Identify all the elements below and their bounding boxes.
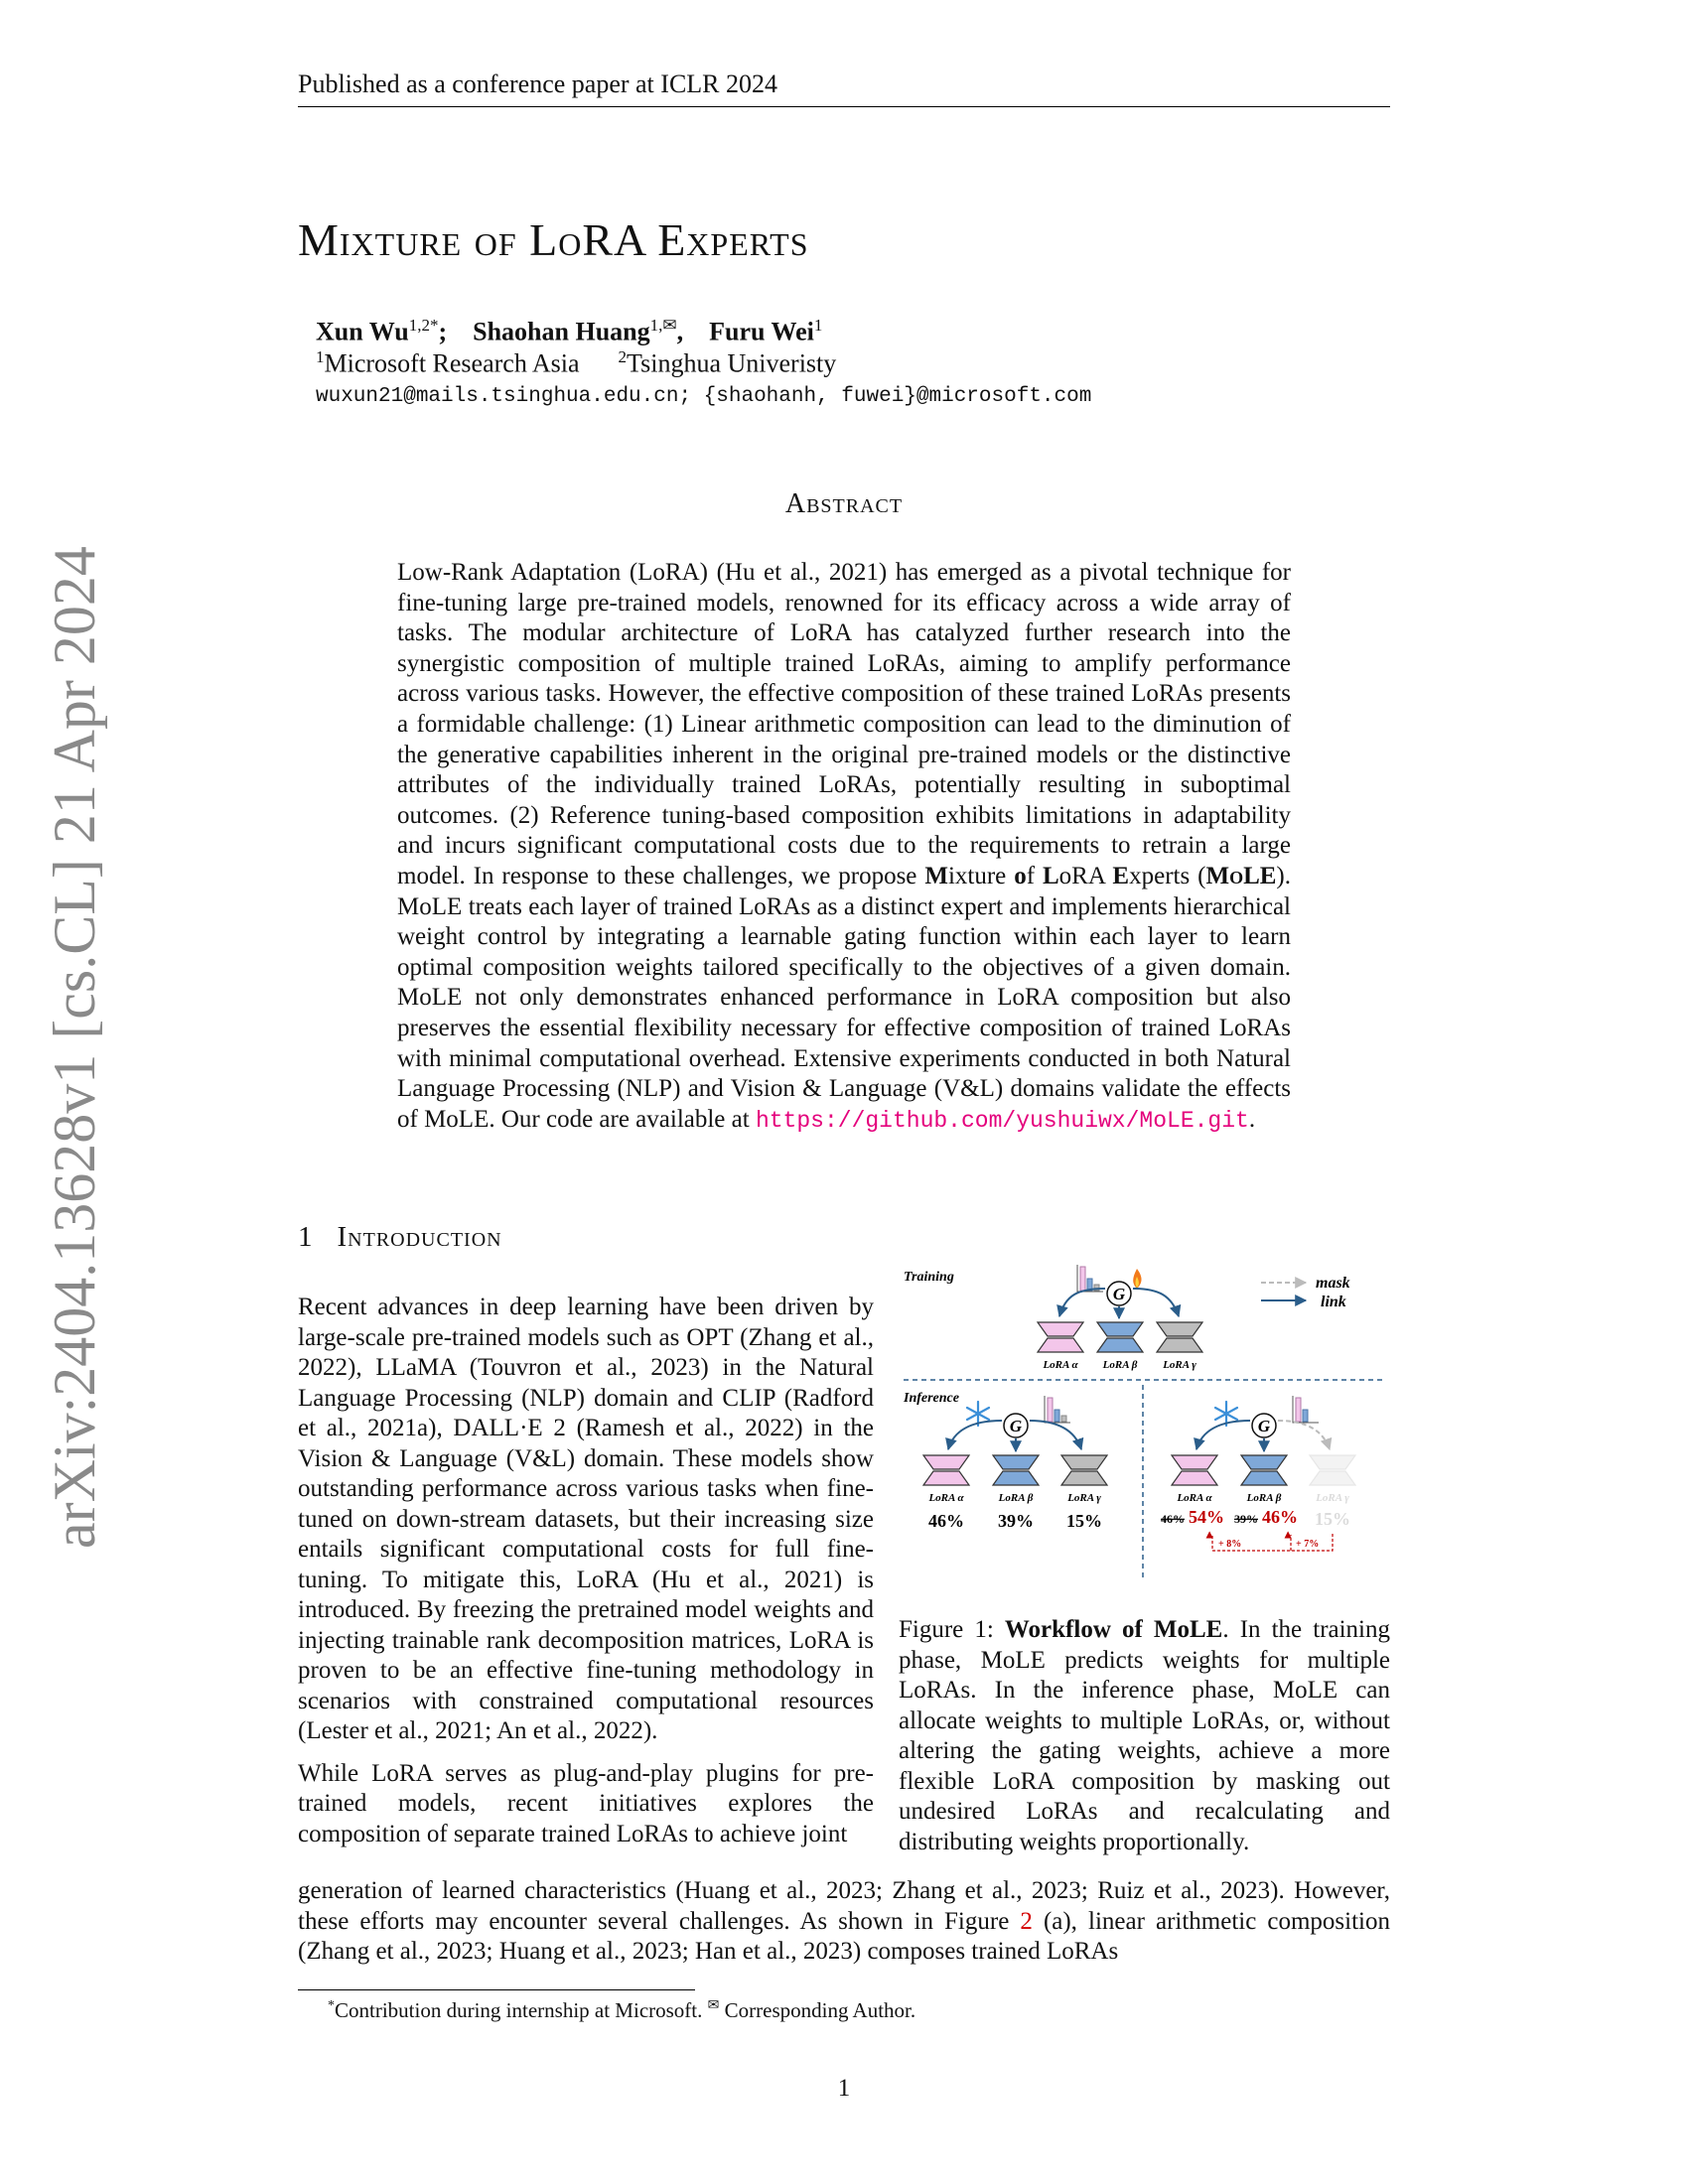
link-arrow (948, 1421, 1002, 1449)
header-rule (298, 106, 1390, 107)
lora-alpha-label: LoRA α (928, 1492, 964, 1504)
figure-caption (899, 1615, 1390, 1857)
training-label: Training (904, 1270, 954, 1285)
new-weight-beta: 46% (1262, 1507, 1298, 1527)
section-title: Introduction (337, 1221, 502, 1253)
masked-weight-gamma: 15% (1315, 1509, 1350, 1529)
abstract-text: ). MoLE treats each layer of trained LoRAs as a distinct expert and implements hierarchical weight control by integrating a learnable gating function within each layer to learn optimal composition weights tailored specifically to the objectives of a given domain. MoLE not only demonstrates enhanced performance in LoRA composition but also preserves the essential flexibility necessary for effective composition of trained LoRAs with minimal computational overhead. Extensive experiments conducted in both Natural Language Processing (NLP) and Vision & Language (V&L) domains validate the effects of MoLE. Our code are available at (397, 862, 1291, 1133)
link-arrow (1059, 1289, 1105, 1316)
gate-circle-infer-left (1004, 1414, 1028, 1437)
link-arrow (1030, 1421, 1081, 1449)
author-name: Shaohan Huang (473, 317, 650, 346)
gate-circle-train (1107, 1282, 1131, 1305)
author-sup: 1,2 (408, 316, 430, 335)
paper-title: Mixture of LoRA Experts (298, 214, 809, 265)
delta-alpha: + 8% (1218, 1539, 1242, 1550)
section-number: 1 (298, 1221, 314, 1253)
flame-icon (1133, 1269, 1141, 1289)
weight-beta: 39% (998, 1511, 1034, 1531)
author-name: Furu Wei (709, 317, 814, 346)
footnote-rule (298, 1989, 695, 1990)
abstract-bold-e: E (1112, 862, 1130, 889)
lora-alpha-label: LoRA α (1177, 1492, 1212, 1504)
intro-full-width (298, 1876, 1390, 1968)
intro-left-column (298, 1293, 874, 1861)
intro-text: generation of learned characteristics (Huang et al., 2023; Zhang et al., 2023; Ruiz et al., 2023). However, these efforts may encounter several challenges. As shown in Figure (298, 1877, 1390, 1935)
running-header: Published as a conference paper at ICLR 2024 (298, 69, 778, 98)
lora-beta-label: LoRA β (1246, 1492, 1282, 1504)
arxiv-stamp: arXiv:2404.13628v1 [cs.CL] 21 Apr 2024 (42, 546, 107, 1549)
abstract-text: . (1248, 1105, 1256, 1133)
lora-gamma-label: LoRA γ (1163, 1359, 1196, 1371)
gate-label: G (1009, 1417, 1023, 1435)
code-link[interactable]: https://github.com/yushuiwx/MoLE.git (755, 1107, 1249, 1134)
lora-gamma-label: LoRA γ (1067, 1492, 1101, 1504)
mask-arrow (1278, 1421, 1330, 1449)
footnote (328, 1997, 915, 2023)
lora-gamma-train (1157, 1322, 1202, 1371)
caption-text: . In the training phase, MoLE predicts weights for multiple LoRAs. In the inference phase, MoLE can allocate weights to multiple LoRAs, or, without altering the gating weights, achieve a more flexible LoRA composition by masking out undesired LoRAs and recalculating and distributing weights proportionally. (899, 1616, 1391, 1855)
lora-gamma-infer-left (1061, 1455, 1107, 1531)
intro-paragraph-2: While LoRA serves as plug-and-play plugins for pre-trained models, recent initiatives explores the composition of separate trained LoRAs to achieve joint (298, 1759, 874, 1847)
affil-name: Tsinghua Univeristy (627, 348, 837, 378)
lora-alpha-label: LoRA α (1043, 1359, 1078, 1371)
mail-icon: ✉ (707, 1998, 720, 2013)
caption-label: Figure 1: (899, 1616, 1005, 1643)
abstract-bold-m: M (924, 862, 948, 889)
delta-beta: + 7% (1296, 1539, 1320, 1550)
legend-link-label: link (1321, 1294, 1346, 1310)
caption-bold: Workflow of MoLE (1004, 1616, 1223, 1643)
lora-beta-train (1097, 1322, 1143, 1371)
abstract-bold-o: o (1014, 862, 1027, 889)
abstract-text: xperts ( (1129, 862, 1206, 889)
lora-alpha-infer-right (1161, 1455, 1224, 1527)
footnote-star: * (328, 1998, 335, 2013)
weight-gamma: 15% (1066, 1511, 1102, 1531)
lora-beta-label: LoRA β (998, 1492, 1034, 1504)
lora-beta-label: LoRA β (1102, 1359, 1138, 1371)
affil-sup: 1 (316, 347, 325, 366)
bar-chart-icon (1077, 1265, 1103, 1292)
weight-alpha: 46% (928, 1511, 964, 1531)
footnote-text: Corresponding Author. (719, 1998, 916, 2022)
abstract-text: f (1026, 862, 1043, 889)
section-heading (298, 1221, 502, 1254)
author-emails: wuxun21@mails.tsinghua.edu.cn; {shaohanh, fuwei}@microsoft.com (316, 385, 1092, 408)
intro-text: (a), linear arithmetic composition (Zhang et al., 2023; Huang et al., 2023; Han et al., 2023) composes trained LoRAs (298, 1907, 1390, 1965)
footnote-text: Contribution during internship at Microsoft. (335, 1998, 708, 2022)
abstract-heading: Abstract (784, 488, 904, 519)
author-list: Xun $Wu^{1,2*}$; Shaohan Huang$^{1,✉}$, Furu Wei$^1$ (316, 316, 823, 346)
redistribution-bracket (1212, 1534, 1333, 1551)
new-weight-alpha: 54% (1189, 1507, 1224, 1527)
abstract-text: oRA (1058, 862, 1113, 889)
lora-gamma-infer-right-masked (1310, 1455, 1355, 1529)
intro-paragraph-1: Recent advances in deep learning have been driven by large-scale pre-trained models such as OPT (Zhang et al., 2022), LLaMA (Touvron et al., 2023) in the Natural Language Processing (NLP) domain and CLIP (Radford et al., 2021a), DALL·E 2 (Ramesh et al., 2022) in the Vision & Language (V&L) domain. These models show outstanding performance across various tasks when fine-tuned on down-stream datasets, but their increasing size entails significant computational costs for full fine-tuning. To mitigate this, LoRA (Hu et al., 2021) is introduced. By freezing the pretrained model weights and injecting trainable rank decomposition matrices, LoRA is proven to be an effective fine-tuning methodology in scenarios with constrained computational resources (Lester et al., 2021; An et al., 2022). (298, 1294, 874, 1744)
bar-chart-icon (1045, 1396, 1070, 1423)
bar-chart-icon-masked (1293, 1396, 1319, 1423)
author-sup: 1,✉ (649, 316, 677, 335)
author-mark: * (429, 316, 439, 335)
gate-label: G (1112, 1285, 1126, 1303)
gate-circle-infer-right (1252, 1414, 1276, 1437)
affil-sup: 2 (618, 347, 628, 366)
abstract-mole: MoLE (1205, 862, 1277, 889)
legend-mask-label: mask (1316, 1275, 1350, 1292)
link-arrow (1133, 1289, 1179, 1316)
gate-label: G (1257, 1417, 1271, 1435)
lora-alpha-infer-left (923, 1455, 969, 1531)
figure-legend (1261, 1275, 1350, 1310)
abstract-text: Low-Rank Adaptation (LoRA) (Hu et al., 2021) has emerged as a pivotal technique for fine-tuning large pre-trained models, renowned for its efficacy across a wide array of tasks. The modular architecture of LoRA has catalyzed further research into the synergistic composition of multiple trained LoRAs, aiming to amplify performance across various tasks. However, the effective composition of these trained LoRAs presents a formidable challenge: (1) Linear arithmetic composition can lead to the diminution of the generative capabilities inherent in the original pre-trained models or the distinctive attributes of the individually trained LoRAs, potentially resulting in suboptimal outcomes. (2) Reference tuning-based composition exhibits limitations in adaptability and incurs significant computational costs due to the requirements to retrain a large model. In response to these challenges, we propose (397, 559, 1291, 889)
affil-name: Microsoft Research Asia (324, 348, 580, 378)
author-name: Xun Wu (316, 317, 409, 346)
author-sup: 1 (813, 316, 823, 335)
affiliations (316, 347, 836, 379)
inference-label: Inference (904, 1391, 959, 1406)
abstract-body (397, 558, 1291, 1136)
figure-ref-link[interactable]: 2 (1020, 1907, 1033, 1935)
abstract-bold-l: L (1042, 862, 1059, 889)
old-weight-alpha: 46% (1161, 1512, 1185, 1526)
lora-beta-infer-left (993, 1455, 1039, 1531)
abstract-text: ixture (947, 862, 1015, 889)
link-arrow (1196, 1421, 1250, 1449)
lora-alpha-train (1038, 1322, 1083, 1371)
workflow-figure (899, 1261, 1390, 1588)
lora-beta-infer-right (1234, 1455, 1298, 1527)
old-weight-beta: 39% (1234, 1512, 1258, 1526)
lora-gamma-label: LoRA γ (1316, 1492, 1349, 1504)
page-number: 1 (837, 2075, 851, 2102)
